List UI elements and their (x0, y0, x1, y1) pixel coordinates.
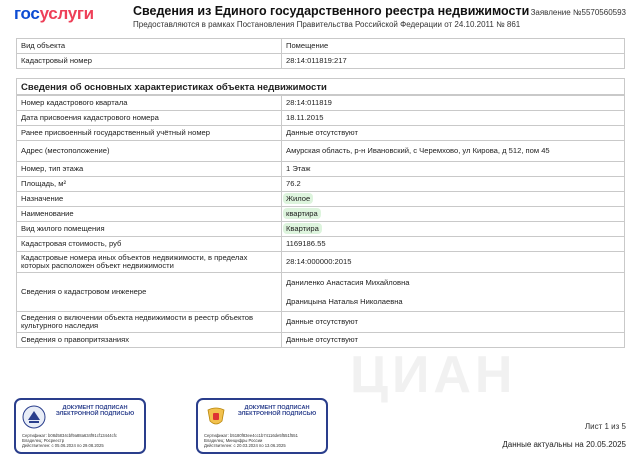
row-label: Кадастровая стоимость, руб (17, 237, 282, 252)
table-row (17, 177, 625, 192)
row-value: 18.11.2015 (282, 111, 625, 126)
table-row (17, 111, 625, 126)
stamp-details (204, 433, 326, 449)
row-label: Ранее присвоенный государственный учётный номер (17, 126, 282, 141)
row-label: Наименование (17, 207, 282, 222)
stamp-valid: Действителен: с 05.06.2024 по 29.08.2025 (22, 443, 104, 449)
row-value (282, 192, 625, 207)
row-value: 76.2 (282, 177, 625, 192)
stamp-cert: Сертификат: b08d5834cbf9a88a634f91cf13444cfc (22, 433, 117, 438)
row-value: Данные отсутствуют (282, 333, 625, 348)
engineer-name: Даниленко Анастасия Михайловна (286, 278, 410, 287)
row-value (282, 222, 625, 237)
table-row (17, 126, 625, 141)
highlighted-value: квартира (283, 208, 321, 219)
row-value: 28:14:000000:2015 (282, 252, 625, 273)
table-row (17, 312, 625, 333)
stamp-cert: Сертификат: b5180f83ee4cc1b74116de5f551f551 (204, 433, 298, 438)
row-label: Сведения о включении объекта недвижимости в реестр объектов культурного наследия (17, 312, 282, 333)
row-value (282, 207, 625, 222)
stamp-title: ДОКУМЕНТ ПОДПИСАН ЭЛЕКТРОННОЙ ПОДПИСЬЮ (237, 405, 317, 418)
row-label: Номер, тип этажа (17, 162, 282, 177)
row-value (282, 273, 625, 312)
highlighted-value: Жилое (283, 193, 313, 204)
table-row (17, 237, 625, 252)
table-row (17, 96, 625, 111)
gosuslugi-logo: госуслуги (14, 4, 94, 23)
row-label: Сведения о правопритязаниях (17, 333, 282, 348)
row-label: Назначение (17, 192, 282, 207)
table-row (17, 54, 625, 69)
stamp-details (22, 433, 144, 449)
document-title: Сведения из Единого государственного реестра недвижимости (133, 4, 530, 18)
row-label: Дата присвоения кадастрового номера (17, 111, 282, 126)
table-row (17, 252, 625, 273)
table-row (17, 273, 625, 312)
row-value: 28:14:011819 (282, 96, 625, 111)
document-subtitle: Предоставляются в рамках Постановления Правительства Российской Федерации от 24.10.2011 № 861 (133, 20, 521, 29)
table-row (17, 39, 625, 54)
stamp-title: ДОКУМЕНТ ПОДПИСАН ЭЛЕКТРОННОЙ ПОДПИСЬЮ (55, 405, 135, 418)
table-row (17, 141, 625, 162)
row-label: Кадастровые номера иных объектов недвижимости, в пределах которых расположен объект недвижимости (17, 252, 282, 273)
signature-stamp-rosreestr (14, 398, 146, 454)
signature-stamp-mintsifry (196, 398, 328, 454)
row-value: Амурская область, р-н Ивановский, с Черемхово, ул Кирова, д 512, пом 45 (282, 141, 625, 162)
highlighted-value: Квартира (283, 223, 322, 234)
engineer-name: Драницына Наталья Николаевна (286, 297, 403, 306)
row-value: Помещение (282, 39, 625, 54)
rosreestr-emblem-icon (22, 405, 46, 429)
row-label: Сведения о кадастровом инженере (17, 273, 282, 312)
table-row (17, 207, 625, 222)
row-label: Кадастровый номер (17, 54, 282, 69)
row-label: Площадь, м² (17, 177, 282, 192)
row-label: Вид объекта (17, 39, 282, 54)
application-number: Заявление №5570560593 (530, 8, 626, 17)
stamp-owner: Владелец: Росреестр (22, 438, 65, 444)
table-row (17, 192, 625, 207)
row-value: 28:14:011819:217 (282, 54, 625, 69)
row-label: Номер кадастрового квартала (17, 96, 282, 111)
row-value: 1169186.55 (282, 237, 625, 252)
row-value: Данные отсутствуют (282, 312, 625, 333)
characteristics-table (16, 95, 625, 348)
row-label: Вид жилого помещения (17, 222, 282, 237)
row-value: 1 Этаж (282, 162, 625, 177)
row-value: Данные отсутствуют (282, 126, 625, 141)
data-actual-date: Данные актуальны на 20.05.2025 (502, 440, 626, 449)
watermark: ЦИАН (350, 346, 517, 404)
stamp-owner: Владелец: Минцифры России (204, 438, 263, 444)
stamp-valid: Действителен: с 20.03.2024 по 13.06.2025 (204, 443, 286, 449)
page-number: Лист 1 из 5 (584, 422, 626, 431)
row-label: Адрес (местоположение) (17, 141, 282, 162)
section-heading: Сведения об основных характеристиках объекта недвижимости (16, 78, 625, 95)
table-row (17, 333, 625, 348)
table-row (17, 162, 625, 177)
object-table (16, 38, 625, 69)
table-row (17, 222, 625, 237)
coat-of-arms-icon (204, 405, 228, 429)
